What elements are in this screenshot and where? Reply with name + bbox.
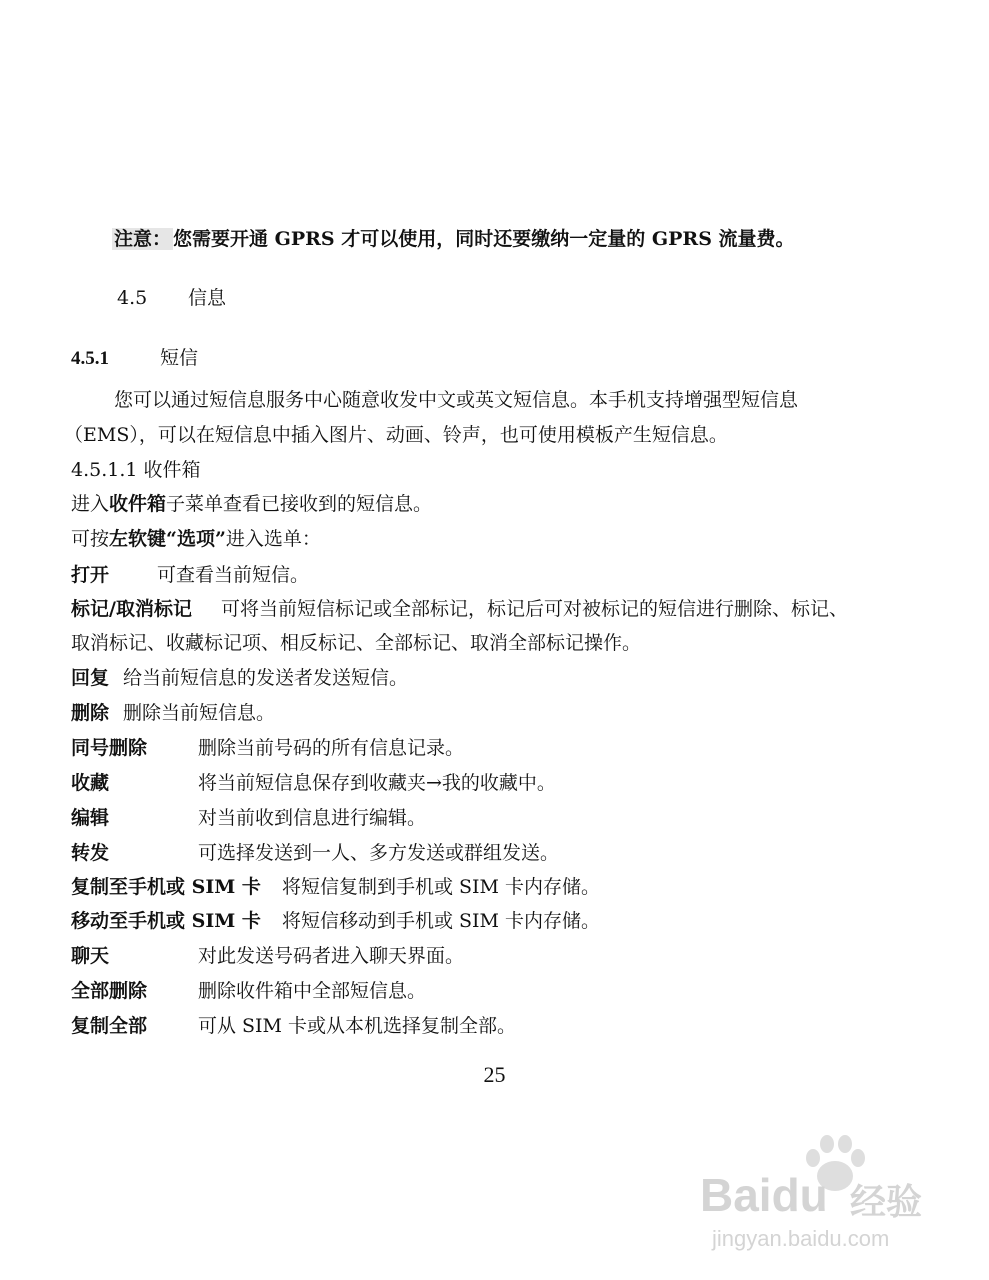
item-term: 复制至手机或 SIM 卡 bbox=[71, 876, 261, 898]
baidu-watermark bbox=[700, 1130, 960, 1250]
list-item bbox=[71, 770, 556, 796]
enter-post: 子菜单查看已接收到的短信息。 bbox=[166, 493, 433, 515]
options-bold: 左软键“选项” bbox=[109, 528, 226, 550]
item-term: 移动至手机或 SIM 卡 bbox=[71, 910, 261, 932]
list-item bbox=[71, 874, 601, 900]
list-item bbox=[71, 805, 427, 831]
item-term: 转发 bbox=[71, 842, 110, 864]
intro-line-2: （EMS），可以在短信息中插入图片、动画、铃声，也可使用模板产生短信息。 bbox=[64, 424, 728, 446]
list-item bbox=[71, 840, 560, 866]
section-number: 4.5 bbox=[117, 287, 148, 309]
item-desc: 可选择发送到一人、多方发送或群组发送。 bbox=[198, 842, 560, 864]
item-term: 全部删除 bbox=[71, 980, 148, 1002]
section-4-5-heading bbox=[117, 285, 227, 311]
item-desc: 对此发送号码者进入聊天界面。 bbox=[198, 945, 465, 967]
subsection-number: 4.5.1 bbox=[71, 348, 109, 369]
item-desc: 将短信移动到手机或 SIM 卡内存储。 bbox=[282, 910, 601, 932]
list-item bbox=[71, 700, 276, 726]
enter-bold: 收件箱 bbox=[109, 493, 167, 515]
item-desc: 可从 SIM 卡或从本机选择复制全部。 bbox=[198, 1015, 517, 1037]
watermark-brand-cn: 经验 bbox=[850, 1181, 923, 1222]
enter-line bbox=[71, 491, 432, 517]
item-desc: 将短信复制到手机或 SIM 卡内存储。 bbox=[282, 876, 601, 898]
list-item bbox=[71, 943, 465, 969]
item-desc: 对当前收到信息进行编辑。 bbox=[198, 807, 427, 829]
list-item bbox=[71, 665, 409, 691]
list-item bbox=[71, 1013, 517, 1039]
item-desc: 删除当前号码的所有信息记录。 bbox=[198, 737, 465, 759]
section-4-5-1-1-heading: 4.5.1.1 收件箱 bbox=[71, 459, 201, 481]
item-term: 编辑 bbox=[71, 807, 110, 829]
note-line bbox=[112, 226, 795, 252]
list-item bbox=[71, 735, 465, 761]
options-line bbox=[71, 526, 321, 552]
item-desc: 给当前短信息的发送者发送短信。 bbox=[123, 667, 409, 689]
item-term: 聊天 bbox=[71, 945, 110, 967]
section-4-5-1-heading bbox=[71, 345, 199, 372]
list-item bbox=[71, 596, 849, 622]
item-desc: 删除收件箱中全部短信息。 bbox=[198, 980, 427, 1002]
item-term: 复制全部 bbox=[71, 1015, 148, 1037]
section-title: 信息 bbox=[188, 287, 227, 309]
item-desc-continuation: 取消标记、收藏标记项、相反标记、全部标记、取消全部标记操作。 bbox=[71, 632, 642, 654]
watermark-brand: Baidu bbox=[700, 1169, 828, 1221]
list-item bbox=[71, 908, 601, 934]
item-term: 打开 bbox=[71, 564, 110, 586]
list-item bbox=[71, 978, 427, 1004]
item-desc: 可将当前短信标记或全部标记，标记后可对被标记的短信进行删除、标记、 bbox=[221, 598, 849, 620]
enter-pre: 进入 bbox=[71, 493, 110, 515]
item-term: 收藏 bbox=[71, 772, 110, 794]
item-desc: 可查看当前短信。 bbox=[157, 564, 310, 586]
note-text: 您需要开通 GPRS 才可以使用，同时还要缴纳一定量的 GPRS 流量费。 bbox=[173, 228, 795, 250]
item-term: 删除 bbox=[71, 702, 110, 724]
intro-line-1: 您可以通过短信息服务中心随意收发中文或英文短信息。本手机支持增强型短信息 bbox=[114, 389, 799, 411]
item-desc: 将当前短信息保存到收藏夹→我的收藏中。 bbox=[198, 772, 556, 794]
item-term: 标记/取消标记 bbox=[71, 598, 192, 620]
list-item bbox=[71, 562, 310, 588]
options-pre: 可按 bbox=[71, 528, 110, 550]
page-number: 25 bbox=[483, 1062, 506, 1087]
watermark-url: jingyan.baidu.com bbox=[712, 1226, 890, 1251]
item-term: 同号删除 bbox=[71, 737, 148, 759]
options-post: 进入选单： bbox=[225, 528, 321, 550]
note-label: 注意： bbox=[114, 228, 172, 250]
subsection-title: 短信 bbox=[160, 347, 199, 369]
item-desc: 删除当前短信息。 bbox=[123, 702, 276, 724]
item-term: 回复 bbox=[71, 667, 110, 689]
